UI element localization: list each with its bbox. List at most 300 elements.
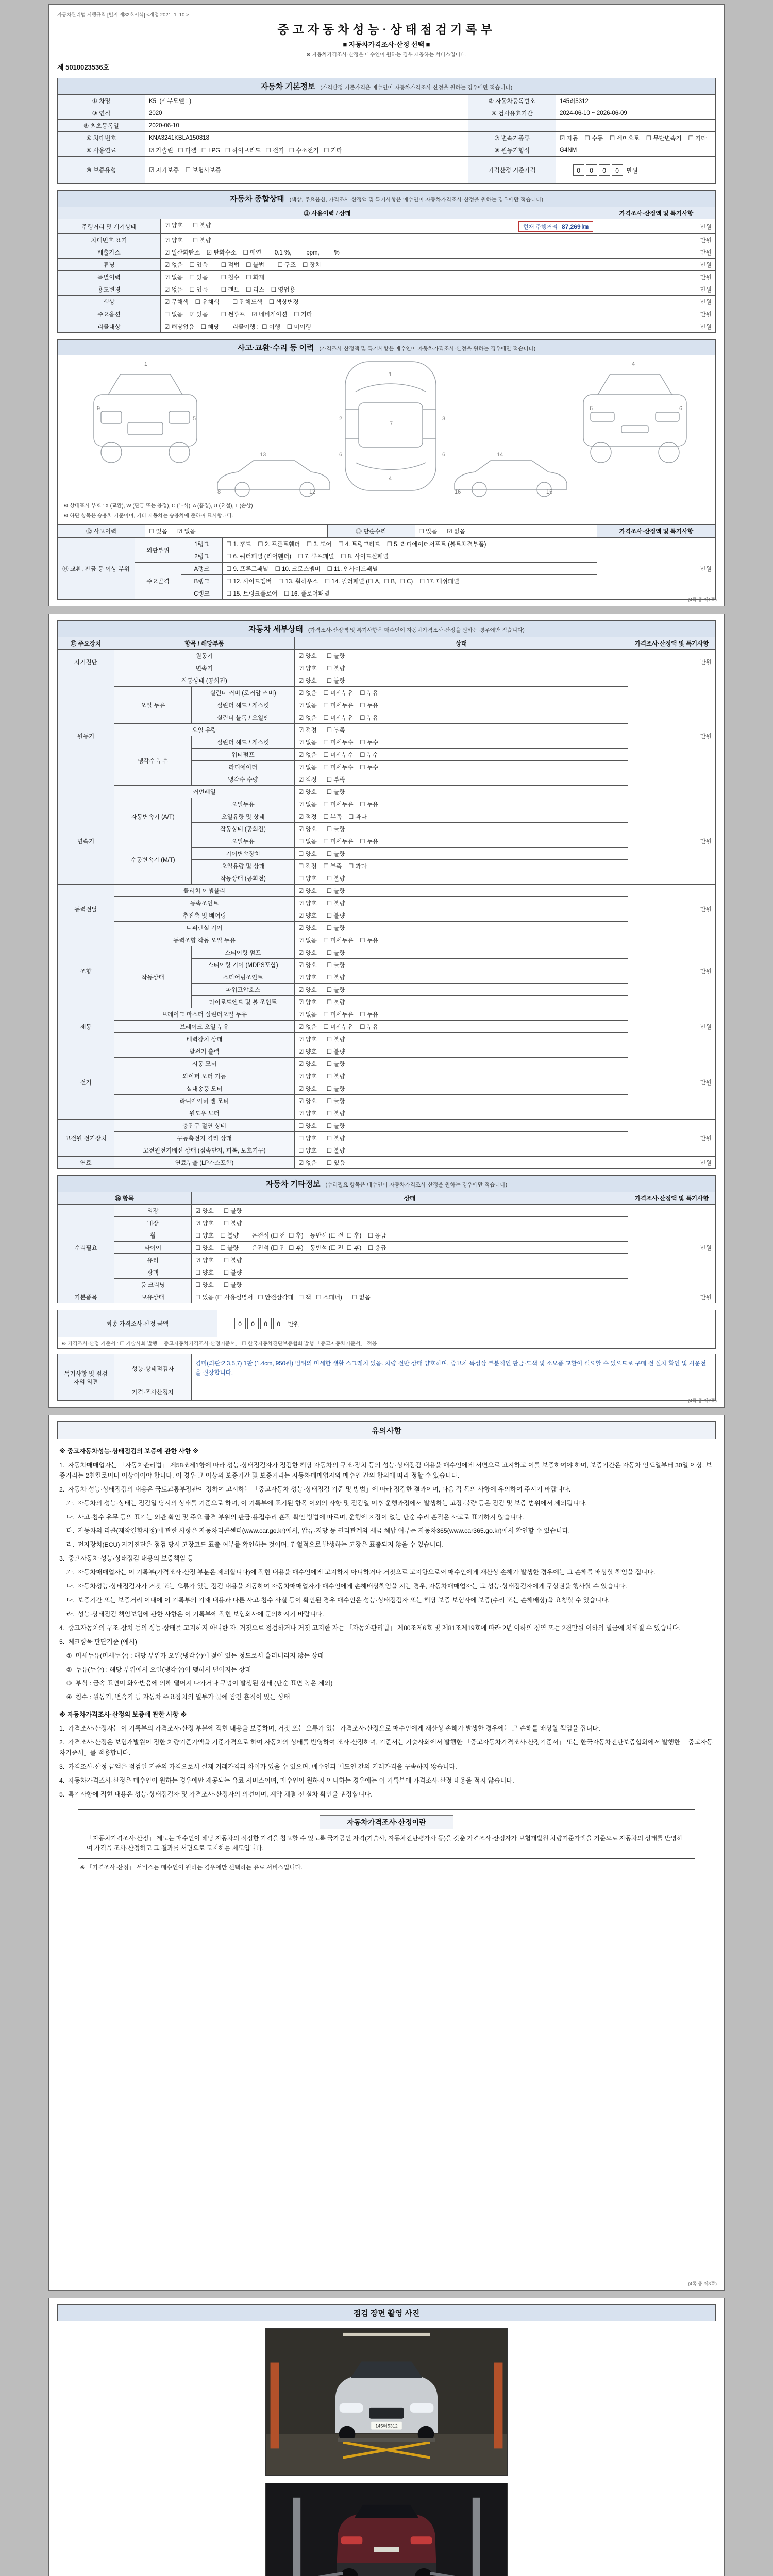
state-cell: ☑ 무채색 ☐ 유채색 ☐ 전체도색 ☐ 색상변경 (161, 296, 597, 308)
state-cell: ☑ 양호 ☐ 불량 (295, 786, 628, 798)
item-cell: 스티어링조인트 (192, 971, 295, 984)
exchange-repair-table (57, 537, 716, 600)
state-cell: ☑ 없음 ☐ 있음 (295, 1157, 628, 1169)
field-value-vin: KNA3241KBLA150818 (145, 132, 468, 144)
item-cell: 작동상태 (공회전) (192, 872, 295, 885)
svg-text:8: 8 (217, 489, 221, 495)
final-digit: 0 (234, 1318, 246, 1329)
state-cell: ☑ 양호 ☐ 불량 (295, 909, 628, 922)
field-value-first-reg: 2020-06-10 (145, 120, 468, 132)
state-code-legend2: ※ 하단 항목은 승용차 기준이며, 기타 자동차는 승용차에 준하여 표시합니다. (64, 513, 233, 519)
detail-row (58, 798, 716, 810)
etc-row (58, 1291, 716, 1303)
item-cell: 유리 (114, 1254, 192, 1266)
item-cell: 배력장치 상태 (114, 1033, 295, 1045)
state-cell: ☑ 양호 ☐ 불량 (295, 1045, 628, 1058)
item-cell: 실내송풍 모터 (114, 1082, 295, 1095)
item-cell: 외장 (114, 1205, 192, 1217)
item-cell: 오일누유 (192, 798, 295, 810)
field-label-first-reg: ⑤ 최초등록일 (58, 120, 145, 132)
rank-items: ☐ 6. 쿼터패널 (리어휀더) ☐ 7. 루프패널 ☐ 8. 사이드실패널 (223, 550, 597, 563)
notice-line: 가. 자동차매매업자는 이 기록부(가격조사·산정 부분은 제외합니다)에 적힌 내용을 매수인에게 고지하지 아니하거나 거짓으로 고지함으로써 매수인에게 재산상 손해가 발생한 경우에는 그 손해를 배상할 책임을 집니다. (59, 1569, 656, 1577)
doc-subtitle: ■ 자동차가격조사·산정 선택 ■ (343, 41, 430, 48)
state-cell: ☑ 양호 ☐ 불량 (295, 1082, 628, 1095)
item-cell: 용도변경 (58, 283, 161, 296)
device-cell: 원동기 (58, 674, 114, 798)
field-label-empty (468, 120, 556, 132)
item-cell: 파워고압호스 (192, 984, 295, 996)
amount-cell: 만원 (628, 1157, 716, 1169)
detail-row (58, 1033, 716, 1045)
subgroup-cell: 작동상태 (114, 946, 192, 1008)
amount-cell: 만원 (628, 1045, 716, 1120)
amount-cell: 만원 (597, 259, 716, 271)
field-value-engine: G4NM (556, 144, 716, 157)
overall-row (58, 271, 716, 283)
amount-cell: 만원 (628, 650, 716, 674)
group-cell: 수리필요 (58, 1205, 114, 1291)
notice-title: 유의사항 (57, 1421, 716, 1439)
notice-line: ※ 중고자동차성능·상태점검의 보증에 관한 사항 ※ (59, 1448, 199, 1455)
etc-row (58, 1279, 716, 1291)
notice-line: 가. 자동차의 성능·상태는 점검일 당시의 상태를 기준으로 하며, 이 기록부에 표기된 항목 이외의 사항 및 점검일 이후 운행과정에서 발생하는 고장·불량 등은 점검 및 보증 범위에서 제외됩니다. (59, 1499, 587, 1507)
final-unit: 만원 (288, 1321, 299, 1328)
page-marker: (4쪽 중 제3쪽) (688, 2281, 717, 2286)
etc-info-table (57, 1192, 716, 1303)
amount-cell: 만원 (628, 798, 716, 885)
amount-cell: 만원 (628, 1205, 716, 1291)
section-basic-header (57, 78, 716, 94)
rank-items: ☐ 12. 사이드멤버 ☐ 13. 휠하우스 ☐ 14. 필러패널 (☐ A, ☐ B, ☐ C) ☐ 17. 대쉬패널 (223, 575, 597, 587)
overall-row (58, 234, 716, 246)
section-overall-header (57, 190, 716, 207)
state-cell: ☐ 양호 ☐ 불량 (295, 1132, 628, 1144)
rank-cell: 2랭크 (181, 550, 223, 563)
section-title: 자동차 기본정보 (260, 82, 315, 91)
form-reference: 자동차관리법 시행규칙 [별지 제82호서식] <개정 2021. 1. 10.> (57, 12, 189, 18)
etc-row (58, 1254, 716, 1266)
device-cell: 동력전달 (58, 885, 114, 934)
state-cell: ☑ 없음 ☐ 미세누수 ☐ 누수 (295, 761, 628, 773)
page-detail-state (48, 614, 725, 1408)
section-title: 자동차 종합상태 (230, 195, 284, 204)
state-cell: ☑ 양호 ☐ 불량 (295, 1070, 628, 1082)
item-cell: 오일 유량 (114, 724, 295, 736)
amount-cell: 만원 (597, 320, 716, 333)
notice-line: ③ 부식 : 금속 표면이 화학반응에 의해 떨어져 나가거나 구멍이 발생된 상태 (단순 표면 녹은 제외) (59, 1680, 333, 1687)
state-cell: ☑ 양호 ☐ 불량 (295, 1033, 628, 1045)
item-cell: 워터펌프 (192, 749, 295, 761)
notice-line: 3. 가격조사·산정 금액은 점검일 기준의 가격으로서 실제 거래가격과 차이가 있을 수 있으며, 매수인과 매도인 간의 거래가격을 구속하지 않습니다. (59, 1762, 457, 1770)
state-cell: ☑ 양호 ☐ 불량 (192, 1254, 628, 1266)
item-cell: 실린더 커버 (로커암 커버) (192, 687, 295, 699)
state-cell: ☑ 양호 ☐ 불량 (295, 885, 628, 897)
state-cell: ☑ 없음 ☐ 미세누유 ☐ 누유 (295, 699, 628, 711)
item-cell: 광택 (114, 1266, 192, 1279)
amount-cell: 만원 (628, 1291, 716, 1303)
section-photos-header (57, 2304, 716, 2321)
item-cell: 리콜대상 (58, 320, 161, 333)
field-value-year: 2020 (145, 107, 468, 120)
device-cell: 연료 (58, 1157, 114, 1169)
state-cell: ☑ 양호 ☐ 불량 (295, 674, 628, 687)
state-cell: ☐ 없음 ☐ 미세누유 ☐ 누유 (295, 835, 628, 848)
state-cell: ☑ 양호 ☐ 불량 (295, 959, 628, 971)
item-cell: 윈도우 모터 (114, 1107, 295, 1120)
item-cell: 등속조인트 (114, 897, 295, 909)
state-cell: ☐ 양호 ☐ 불량 (295, 1144, 628, 1157)
detail-row (58, 1144, 716, 1157)
state-cell: ☑ 양호 ☐ 불량 (295, 1107, 628, 1120)
item-cell: 오일유량 및 상태 (192, 810, 295, 823)
simple-repair-label: ⑬ 단순수리 (327, 525, 415, 537)
rank-row (58, 538, 716, 550)
device-cell: 조향 (58, 934, 114, 1008)
field-value-warranty: ☑ 자가보증 ☐ 보험사보증 (145, 157, 468, 184)
item-cell: 스티어링 기어 (MDPS포함) (192, 959, 295, 971)
item-cell: 연료누출 (LP가스포함) (114, 1157, 295, 1169)
odometer-box (518, 221, 593, 232)
detail-row (58, 1095, 716, 1107)
state-cell: ☑ 양호 ☐ 불량 (295, 1058, 628, 1070)
item-cell: 기어변속장치 (192, 848, 295, 860)
accident-history-table (57, 524, 716, 537)
state-cell: ☐ 양호 ☐ 불량 운전석 (☐ 전 ☐ 후) 동반석 (☐ 전 ☐ 후) ☐ 응급 (192, 1242, 628, 1254)
price-unit: 만원 (626, 168, 638, 174)
price-basis-note: ※ 가격조사·산정 기준서 : ☐ 기술사회 발행 「중고자동차가격조사·산정기준서」 ☐ 한국자동차진단보증협회 발행 「중고자동차기준서」 적용 (57, 1337, 716, 1349)
etc-row (58, 1229, 716, 1242)
state-cell: ☑ 없음 ☐ 미세누유 ☐ 누유 (295, 687, 628, 699)
opinion-row (58, 1383, 716, 1401)
state-cell: ☑ 없음 ☐ 미세누유 ☐ 누유 (295, 798, 628, 810)
item-cell: 차대번호 표기 (58, 234, 161, 246)
column-price-note: 가격조사·산정액 및 특기사항 (597, 525, 716, 537)
notice-line: 2. 가격조사·산정은 보험개발원이 정한 차량기준가액을 기준가격으로 하여 자동차의 상태를 반영하여 조사·산정하며, 기준서는 기술사회에서 발행한 「중고자동차가격조사·산정기준서」 또는 한국자동차진단보증협회에서 발행한 「중고자동차기준서」를 적용합니다. (59, 1739, 713, 1756)
state-cell: ☑ 양호 ☐ 불량 (192, 1217, 628, 1229)
detail-row (58, 1120, 716, 1132)
item-cell: 커먼레일 (114, 786, 295, 798)
page-photos (48, 2298, 725, 2576)
detail-row (58, 736, 716, 749)
state-cell: ☑ 양호 ☐ 불량 (295, 897, 628, 909)
field-label-regno: ② 자동차등록번호 (468, 95, 556, 107)
state-code-legend: ※ 상태표시 부호 : X (교환), W (판금 또는 용접), C (부식), A (흠집), U (요철), T (손상) (64, 503, 253, 509)
section-title: 자동차 세부상태 (248, 625, 303, 634)
item-cell: 작동상태 (공회전) (192, 823, 295, 835)
state-cell: ☐ 양호 ☐ 불량 (295, 872, 628, 885)
notice-line: 라. 전자장치(ECU) 자기진단은 점검 당시 고장코드 표출 여부를 확인하는 것이며, 간헐적으로 발생하는 고장은 표출되지 않을 수 있습니다. (59, 1541, 444, 1549)
svg-text:15: 15 (546, 489, 553, 495)
rank-cell: B랭크 (181, 575, 223, 587)
car-damage-diagram (57, 355, 716, 524)
appraiser-comment (192, 1383, 716, 1401)
detail-row (58, 909, 716, 922)
item-cell: 라디에이터 (192, 761, 295, 773)
field-value-regno: 145러5312 (556, 95, 716, 107)
item-cell: 실린더 블록 / 오일팬 (192, 711, 295, 724)
item-cell: 원동기 (114, 650, 295, 662)
column-item: 항목 / 해당부품 (114, 637, 295, 650)
opinion-title-cell: 특기사항 및 점검자의 의견 (58, 1354, 114, 1401)
field-value-empty (556, 120, 716, 132)
final-price-table (57, 1310, 716, 1337)
etc-row (58, 1266, 716, 1279)
amount-cell: 만원 (597, 283, 716, 296)
field-value-inspection: 2024-06-10 ~ 2026-06-09 (556, 107, 716, 120)
detail-row (58, 1082, 716, 1095)
column-item: ⑯ 항목 (58, 1192, 192, 1205)
group-main-frame: 주요골격 (135, 563, 181, 600)
item-cell: 시동 모터 (114, 1058, 295, 1070)
state-cell: ☑ 없음 ☐ 미세누유 ☐ 누유 (295, 934, 628, 946)
detail-row (58, 922, 716, 934)
detail-row (58, 1107, 716, 1120)
final-price-label: 최종 가격조사·산정 금액 (58, 1310, 217, 1337)
amount-cell: 만원 (628, 674, 716, 798)
section-title: 사고·교환·수리 등 이력 (237, 344, 314, 352)
page-marker: (4쪽 중 제1쪽) (688, 597, 717, 602)
item-cell: 색상 (58, 296, 161, 308)
detail-row (58, 786, 716, 798)
state-cell: ☑ 양호 ☐ 불량 (295, 650, 628, 662)
svg-text:6: 6 (590, 405, 593, 412)
detail-row (58, 885, 716, 897)
svg-text:7: 7 (390, 421, 393, 427)
odometer-value: 87,269 ㎞ (561, 223, 589, 230)
notice-line: 나. 사고·침수 유무 등의 표기는 외관 확인 및 주요 골격 부위의 판금·용접수리 흔적 확인 방법에 따르며, 운행에 지장이 없는 단순 수리 흔적은 사고로 표기하지 않습니다. (59, 1513, 524, 1521)
item-cell: 내장 (114, 1217, 192, 1229)
detail-row (58, 1021, 716, 1033)
item-cell: 오일누유 (192, 835, 295, 848)
inspector-label: 성능·상태점검자 (114, 1354, 192, 1383)
state-cell: ☐ 없음 ☑ 있음 ☐ 썬루프 ☑ 네비게이션 ☐ 기타 (161, 308, 597, 320)
amount-cell: 만원 (597, 234, 716, 246)
item-cell: 실린더 헤드 / 개스킷 (192, 699, 295, 711)
subgroup-cell: 수동변속기 (M/T) (114, 835, 192, 885)
item-cell: 라디에이터 팬 모터 (114, 1095, 295, 1107)
detail-row (58, 1132, 716, 1144)
item-cell: 배출가스 (58, 246, 161, 259)
final-digit: 0 (260, 1318, 272, 1329)
state-cell: ☑ 없음 ☐ 있음 ☐ 침수 ☐ 화재 (161, 271, 597, 283)
field-label-year: ③ 연식 (58, 107, 145, 120)
section-note: (가격조사·산정액 및 특기사항은 매수인이 자동차가격조사·산정을 원하는 경우에만 적습니다) (319, 346, 536, 352)
section-title: 자동차 기타정보 (265, 1180, 321, 1189)
state-cell: ☐ 적정 ☐ 부족 ☐ 과다 (295, 860, 628, 872)
section-note: (가격산정 기준가격은 매수인이 자동차가격조사·산정을 원하는 경우에만 적습니다) (320, 84, 513, 91)
state-cell: ☑ 적정 ☐ 부족 (295, 773, 628, 786)
license-plate-text: 145러5312 (375, 2423, 398, 2429)
device-cell: 전기 (58, 1045, 114, 1120)
notice-line: ① 미세누유(미세누수) : 해당 부위가 오일(냉각수)에 젖어 있는 정도로서 흘러내리지 않는 상태 (59, 1652, 324, 1659)
notice-line: ④ 침수 : 원동기, 변속기 등 자동차 주요장치의 일부가 물에 잠긴 흔적이 있는 상태 (59, 1693, 290, 1701)
state-cell: ☑ 양호 ☐ 불량 (295, 946, 628, 959)
item-cell: 변속기 (114, 662, 295, 674)
price-digit: 0 (573, 164, 584, 176)
amount-cell: 만원 (628, 934, 716, 1008)
detail-row (58, 1058, 716, 1070)
device-cell: 변속기 (58, 798, 114, 885)
overall-row (58, 308, 716, 320)
svg-text:1: 1 (144, 361, 148, 367)
inspector-comment: 경미(외판:2,3,5,7) 1판 (1.4cm, 950원) 범위의 미세한 생활 스크래치 있음. 차량 전반 상태 양호하며, 중고차 특성상 부분적인 판금·도색 및 소모품 교환이 필요할 수 있으므로 구매 전 실차 확인 및 시운전을 권장합니다. (192, 1354, 716, 1383)
item-cell: 충전구 절연 상태 (114, 1120, 295, 1132)
state-cell: ☑ 양호 ☐ 불량 (161, 234, 597, 246)
page-marker: (4쪽 중 제2쪽) (688, 1398, 717, 1403)
car-diagram-svg (63, 359, 720, 497)
svg-text:13: 13 (260, 452, 266, 458)
detail-state-table (57, 637, 716, 1169)
field-value-name: K5 (세부모델 : ) (145, 95, 468, 107)
detail-row (58, 674, 716, 687)
state-cell: ☑ 양호 ☐ 불량 (295, 823, 628, 835)
overall-state-table (57, 207, 716, 333)
price-appraisal-info-box (78, 1809, 695, 1859)
state-cell: ☑ 적정 ☐ 부족 (295, 724, 628, 736)
state-cell: ☐ 양호 ☐ 불량 (192, 1279, 628, 1291)
section-detail-header (57, 620, 716, 637)
amount-cell: 만원 (628, 1008, 716, 1045)
item-cell: 고전원전기배선 상태 (접속단자, 피복, 보호기구) (114, 1144, 295, 1157)
item-cell: 타이로드엔드 및 볼 조인트 (192, 996, 295, 1008)
item-cell: 튜닝 (58, 259, 161, 271)
state-cell: ☑ 양호 ☐ 불량 (295, 996, 628, 1008)
state-cell: ☑ 없음 ☐ 미세누유 ☐ 누유 (295, 711, 628, 724)
item-cell: 주요옵션 (58, 308, 161, 320)
field-value-base-price (556, 157, 716, 184)
state-cell: ☑ 양호 ☐ 불량 (295, 662, 628, 674)
column-price-note: 가격조사·산정액 및 특기사항 (597, 207, 716, 219)
svg-text:3: 3 (442, 416, 446, 422)
page-basic-info (48, 4, 725, 606)
svg-text:12: 12 (309, 489, 316, 495)
price-digit: 0 (599, 164, 610, 176)
doc-title: 중고자동차성능·상태점검기록부 (277, 23, 496, 36)
state-cell: ☑ 양호 ☐ 불량 (295, 1095, 628, 1107)
item-cell: 와이퍼 모터 기능 (114, 1070, 295, 1082)
overall-row (58, 259, 716, 271)
notice-line: 5. 특기사항에 적힌 내용은 성능·상태점검자 및 가격조사·산정자의 의견이며, 계약 체결 전 실차 확인을 권장합니다. (59, 1790, 373, 1798)
svg-text:6: 6 (679, 405, 683, 412)
doc-number: 제 5010023536호 (57, 63, 110, 71)
page-notices (48, 1415, 725, 2291)
column-state: 상태 (295, 637, 628, 650)
amount-cell: 만원 (597, 246, 716, 259)
svg-text:6: 6 (442, 452, 446, 458)
item-cell: 보유상태 (114, 1291, 192, 1303)
field-label-engine: ⑨ 원동기형식 (468, 144, 556, 157)
inspection-photo-front (265, 2328, 508, 2476)
inspection-photo-rear (265, 2483, 508, 2576)
price-digit: 0 (586, 164, 597, 176)
notice-line: 1. 자동차매매업자는 「자동차관리법」 제58조제1항에 따라 성능·상태점검자가 점검한 해당 자동차의 구조·장치 등의 성능·상태점검 내용을 매수인에게 서면으로 고지하고 이를 보증하여야 하며, 보증기간은 자동차 인도일부터 30일 이상, 보증거리는 2천킬로미터 이상이어야 합니다. 이 경우 그 이상의 보증기간 및 보증거리는 자동차매매업자와 매수인 간의 합의에 따라 정할 수 있습니다. (59, 1461, 712, 1479)
subgroup-cell: 냉각수 누수 (114, 736, 192, 786)
amount-cell: 만원 (597, 296, 716, 308)
section-accident-header (57, 339, 716, 355)
field-value-transmission: ☑ 자동 ☐ 수동 ☐ 세미오토 ☐ 무단변속기 ☐ 기타 (556, 132, 716, 144)
final-digit: 0 (247, 1318, 259, 1329)
notice-line: 라. 성능·상태점검 책임보험에 관한 사항은 이 기록부에 적힌 보험회사에 문의하시기 바랍니다. (59, 1610, 324, 1618)
column-price: 가격조사·산정액 및 특기사항 (628, 1192, 716, 1205)
rank-cell: C랭크 (181, 587, 223, 600)
info-box-note: ※ 「가격조사·산정」 서비스는 매수인이 원하는 경우에만 선택하는 유료 서비스입니다. (80, 1864, 303, 1871)
detail-row (58, 650, 716, 662)
final-digit: 0 (273, 1318, 284, 1329)
state-cell: ☐ 양호 ☐ 불량 (295, 848, 628, 860)
state-cell: ☐ 양호 ☐ 불량 (192, 1266, 628, 1279)
simple-repair-state: ☐ 있음 ☑ 없음 (415, 525, 597, 537)
final-price-value (217, 1310, 716, 1337)
item-cell: 클러치 어셈블리 (114, 885, 295, 897)
section-title: 점검 장면 촬영 사진 (353, 2309, 420, 2318)
overall-row (58, 219, 716, 234)
device-cell: 고전원 전기장치 (58, 1120, 114, 1157)
svg-text:5: 5 (193, 416, 196, 422)
item-cell: 디퍼렌셜 기어 (114, 922, 295, 934)
state-cell: ☑ 양호 ☐ 불량 (192, 1205, 628, 1217)
detail-row (58, 687, 716, 699)
subgroup-cell: 자동변속기 (A/T) (114, 798, 192, 835)
state-cell: ☑ 해당없음 ☐ 해당 리콜이행 : ☐ 이행 ☐ 미이행 (161, 320, 597, 333)
detail-row (58, 934, 716, 946)
item-cell: 동력조향 작동 오일 누유 (114, 934, 295, 946)
svg-text:6: 6 (339, 452, 343, 458)
state-cell: ☑ 양호 ☐ 불량 (295, 922, 628, 934)
item-cell: 휠 (114, 1229, 192, 1242)
detail-row (58, 835, 716, 848)
notice-line: 다. 자동차의 리콜(제작결함시정)에 관한 사항은 자동차리콜센터(www.car.go.kr)에서, 압류·저당 등 권리관계와 세금 체납 여부는 자동차365(www.car365.go.kr)에서 확인할 수 있습니다. (59, 1527, 570, 1535)
section-note: (색상, 주요옵션, 가격조사·산정액 및 특기사항은 매수인이 자동차가격조사·산정을 원하는 경우에만 적습니다) (289, 197, 543, 203)
rank-cell: 1랭크 (181, 538, 223, 550)
notice-line: 4. 중고자동차의 구조·장치 등의 성능·상태를 고지하지 아니한 자, 거짓으로 점검하거나 거짓 고지한 자는 「자동차관리법」 제80조제6호 및 제81조제19호에 따라 2년 이하의 징역 또는 2천만원 이하의 벌금에 처해질 수 있습니다. (59, 1624, 680, 1632)
doc-subtitle-note: ※ 자동차가격조사·산정은 매수인이 원하는 경우 제공하는 서비스입니다. (306, 52, 467, 58)
state-cell: ☑ 없음 ☐ 있음 ☐ 렌트 ☐ 리스 ☐ 영업용 (161, 283, 597, 296)
detail-row (58, 1157, 716, 1169)
state-cell: ☑ 양호 ☐ 불량 (295, 971, 628, 984)
state-cell: ☑ 없음 ☐ 미세누유 ☐ 누유 (295, 1008, 628, 1021)
state-cell: ☑ 없음 ☐ 있음 ☐ 적법 ☐ 불법 ☐ 구조 ☐ 장치 (161, 259, 597, 271)
field-label-inspection: ④ 검사유효기간 (468, 107, 556, 120)
field-label-base-price: 가격산정 기준가격 (468, 157, 556, 184)
notice-line: 1. 가격조사·산정자는 이 기록부의 가격조사·산정 부분에 적힌 내용을 보증하며, 거짓 또는 오류가 있는 가격조사·산정으로 매수인에게 재산상 손해가 발생한 경우에는 그 손해를 배상할 책임을 집니다. (59, 1725, 600, 1733)
price-digit: 0 (612, 164, 623, 176)
item-cell: 추진축 및 베어링 (114, 909, 295, 922)
state-cell: ☑ 없음 ☐ 미세누수 ☐ 누수 (295, 749, 628, 761)
state-cell: ☐ 양호 ☐ 불량 운전석 (☐ 전 ☐ 후) 동반석 (☐ 전 ☐ 후) ☐ 응급 (192, 1229, 628, 1242)
detail-row (58, 662, 716, 674)
detail-row (58, 897, 716, 909)
rank-cell: A랭크 (181, 563, 223, 575)
rank-items: ☐ 1. 후드 ☐ 2. 프론트휀더 ☐ 3. 도어 ☐ 4. 트렁크리드 ☐ 5. 라디에이터서포트 (볼트체결부품) (223, 538, 597, 550)
notice-line: 3. 중고자동차 성능·상태점검 내용의 보증책임 등 (59, 1555, 194, 1563)
item-cell: 스티어링 펌프 (192, 946, 295, 959)
amount-cell: 만원 (628, 885, 716, 934)
item-cell: 브레이크 마스터 실린더오일 누유 (114, 1008, 295, 1021)
amount-cell: 만원 (628, 1120, 716, 1157)
amount-cell: 만원 (597, 308, 716, 320)
column-usage-history: ⑪ 사용이력 / 상태 (58, 207, 597, 219)
repair-section-label: ⑭ 교환, 판금 등 이상 부위 (58, 538, 135, 600)
notice-line: 다. 보증기간 또는 보증거리 이내에 이 기록부의 기재 내용과 다른 사고·침수 사실 등이 확인된 경우 매수인은 성능·상태점검자 또는 해당 보증 보험사에 보증(수리 또는 손해배상)을 요청할 수 있습니다. (59, 1596, 610, 1604)
subgroup-cell: 오일 누유 (114, 687, 192, 724)
item-cell: 발전기 출력 (114, 1045, 295, 1058)
rank-items: ☐ 15. 트렁크플로어 ☐ 16. 플로어패널 (223, 587, 597, 600)
info-box-body: 「자동차가격조사·산정」 제도는 매수인이 해당 자동차의 적정한 가격을 참고할 수 있도록 국가공인 자격(기술사, 자동차진단평가사 등)을 갖춘 가격조사·산정자가 보험개발원 차량기준가액을 기준으로 자동차의 상태를 반영하여 가격을 조사·산정하고 그 결과를 서면으로 고지하는 제도입니다. (87, 1834, 683, 1852)
svg-text:4: 4 (632, 361, 635, 367)
column-price: 가격조사·산정액 및 특기사항 (628, 637, 716, 650)
item-cell: 특별이력 (58, 271, 161, 283)
svg-text:14: 14 (497, 452, 503, 458)
